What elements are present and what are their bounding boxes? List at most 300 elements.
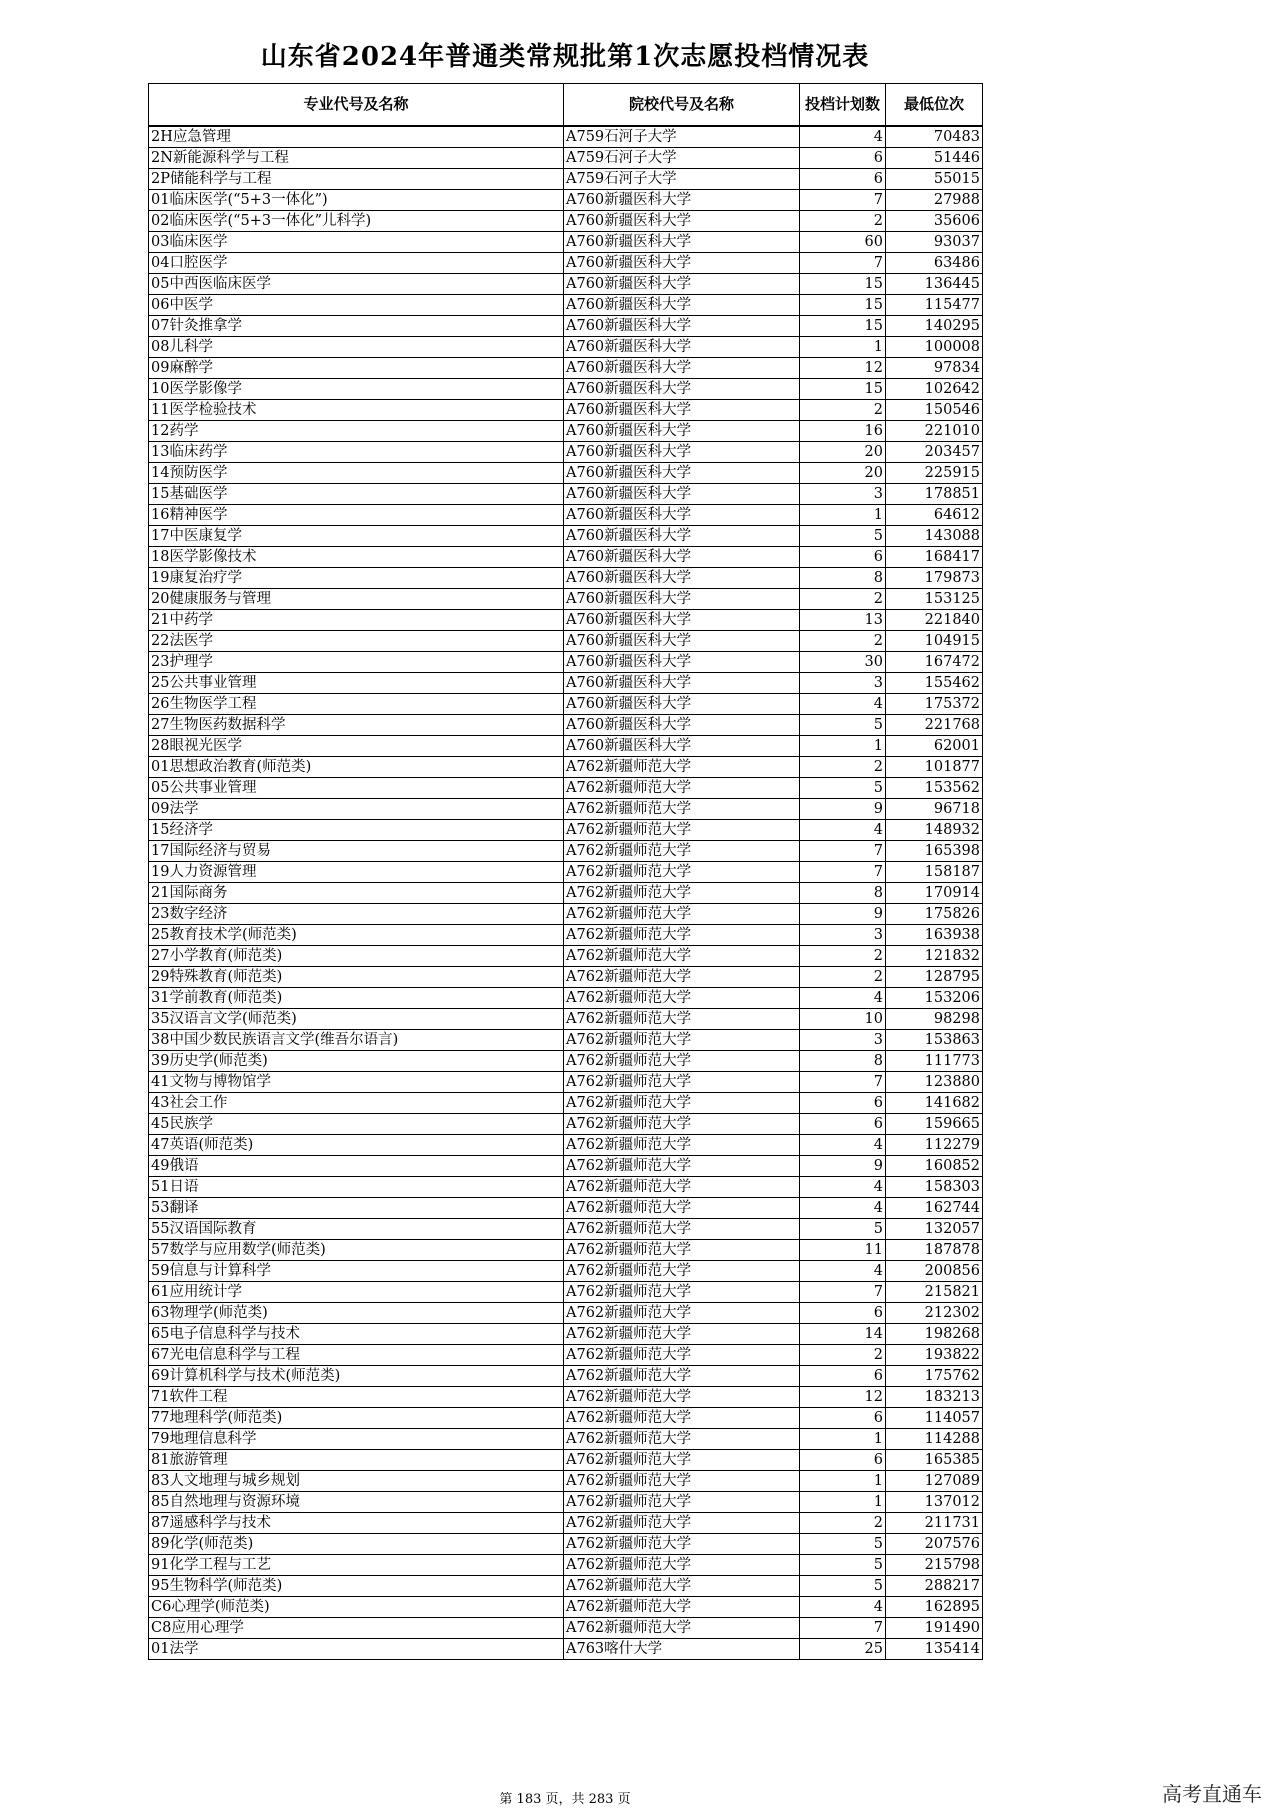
cell-min-rank: 165398 [886, 841, 983, 862]
cell-major: 21中药学 [149, 610, 564, 631]
cell-major: 25教育技术学(师范类) [149, 925, 564, 946]
cell-major: 10医学影像学 [149, 379, 564, 400]
cell-plan: 5 [800, 778, 886, 799]
cell-major: 35汉语言文学(师范类) [149, 1009, 564, 1030]
cell-plan: 2 [800, 946, 886, 967]
cell-major: 45民族学 [149, 1114, 564, 1135]
cell-school: A760新疆医科大学 [564, 736, 800, 757]
cell-min-rank: 187878 [886, 1240, 983, 1261]
cell-min-rank: 288217 [886, 1576, 983, 1597]
cell-plan: 7 [800, 1282, 886, 1303]
cell-major: 12药学 [149, 421, 564, 442]
cell-major: 09麻醉学 [149, 358, 564, 379]
table-row [149, 1114, 983, 1135]
cell-plan: 13 [800, 610, 886, 631]
cell-min-rank: 215798 [886, 1555, 983, 1576]
cell-major: 87遥感科学与技术 [149, 1513, 564, 1534]
cell-major: 02临床医学(“5+3一体化”儿科学) [149, 211, 564, 232]
cell-school: A762新疆师范大学 [564, 778, 800, 799]
cell-min-rank: 27988 [886, 190, 983, 211]
cell-plan: 6 [800, 1093, 886, 1114]
cell-min-rank: 211731 [886, 1513, 983, 1534]
cell-min-rank: 225915 [886, 463, 983, 484]
cell-major: 11医学检验技术 [149, 400, 564, 421]
table-row [149, 1324, 983, 1345]
cell-major: 01法学 [149, 1639, 564, 1660]
cell-min-rank: 153125 [886, 589, 983, 610]
table-row [149, 316, 983, 337]
cell-plan: 2 [800, 400, 886, 421]
cell-min-rank: 168417 [886, 547, 983, 568]
cell-min-rank: 221010 [886, 421, 983, 442]
table-row [149, 421, 983, 442]
cell-major: 47英语(师范类) [149, 1135, 564, 1156]
table-row [149, 526, 983, 547]
cell-major: 77地理科学(师范类) [149, 1408, 564, 1429]
table-row [149, 211, 983, 232]
table-body [149, 126, 983, 1660]
table-row [149, 1576, 983, 1597]
cell-major: 39历史学(师范类) [149, 1051, 564, 1072]
table-row [149, 1261, 983, 1282]
table-row [149, 1135, 983, 1156]
table-row [149, 988, 983, 1009]
cell-min-rank: 178851 [886, 484, 983, 505]
cell-school: A762新疆师范大学 [564, 1492, 800, 1513]
table-row [149, 1534, 983, 1555]
cell-plan: 3 [800, 673, 886, 694]
cell-school: A762新疆师范大学 [564, 1072, 800, 1093]
cell-plan: 30 [800, 652, 886, 673]
cell-plan: 9 [800, 904, 886, 925]
table-row [149, 841, 983, 862]
watermark-text: 高考直通车 [1162, 1782, 1262, 1806]
cell-school: A762新疆师范大学 [564, 1051, 800, 1072]
table-row [149, 358, 983, 379]
cell-min-rank: 167472 [886, 652, 983, 673]
cell-min-rank: 203457 [886, 442, 983, 463]
table-row [149, 1450, 983, 1471]
table-row [149, 925, 983, 946]
cell-plan: 8 [800, 1051, 886, 1072]
cell-plan: 15 [800, 274, 886, 295]
cell-min-rank: 55015 [886, 169, 983, 190]
cell-min-rank: 132057 [886, 1219, 983, 1240]
cell-plan: 15 [800, 379, 886, 400]
cell-school: A762新疆师范大学 [564, 1513, 800, 1534]
cell-min-rank: 35606 [886, 211, 983, 232]
cell-major: 04口腔医学 [149, 253, 564, 274]
cell-school: A760新疆医科大学 [564, 316, 800, 337]
cell-min-rank: 175372 [886, 694, 983, 715]
cell-school: A762新疆师范大学 [564, 862, 800, 883]
cell-school: A759石河子大学 [564, 148, 800, 169]
cell-min-rank: 175762 [886, 1366, 983, 1387]
table-row [149, 610, 983, 631]
table-row [149, 295, 983, 316]
cell-school: A762新疆师范大学 [564, 967, 800, 988]
cell-major: 03临床医学 [149, 232, 564, 253]
cell-plan: 8 [800, 568, 886, 589]
cell-min-rank: 114288 [886, 1429, 983, 1450]
cell-min-rank: 136445 [886, 274, 983, 295]
cell-school: A762新疆师范大学 [564, 1618, 800, 1639]
cell-major: 19人力资源管理 [149, 862, 564, 883]
cell-min-rank: 221768 [886, 715, 983, 736]
cell-school: A762新疆师范大学 [564, 1156, 800, 1177]
cell-school: A762新疆师范大学 [564, 1345, 800, 1366]
table-row [149, 1009, 983, 1030]
cell-min-rank: 162744 [886, 1198, 983, 1219]
cell-school: A762新疆师范大学 [564, 1303, 800, 1324]
table-row [149, 148, 983, 169]
cell-plan: 3 [800, 1030, 886, 1051]
cell-min-rank: 158303 [886, 1177, 983, 1198]
table-row [149, 946, 983, 967]
table-row [149, 694, 983, 715]
table-row [149, 126, 983, 148]
cell-min-rank: 112279 [886, 1135, 983, 1156]
table-row [149, 505, 983, 526]
table-row [149, 1387, 983, 1408]
cell-plan: 2 [800, 589, 886, 610]
cell-plan: 5 [800, 1555, 886, 1576]
cell-plan: 2 [800, 1513, 886, 1534]
cell-school: A760新疆医科大学 [564, 568, 800, 589]
cell-major: 21国际商务 [149, 883, 564, 904]
cell-min-rank: 51446 [886, 148, 983, 169]
cell-min-rank: 163938 [886, 925, 983, 946]
cell-school: A760新疆医科大学 [564, 547, 800, 568]
cell-plan: 5 [800, 715, 886, 736]
cell-major: 63物理学(师范类) [149, 1303, 564, 1324]
cell-major: 49俄语 [149, 1156, 564, 1177]
cell-plan: 4 [800, 1261, 886, 1282]
cell-school: A762新疆师范大学 [564, 1597, 800, 1618]
cell-min-rank: 153206 [886, 988, 983, 1009]
cell-plan: 7 [800, 253, 886, 274]
table-row [149, 547, 983, 568]
table-row [149, 736, 983, 757]
cell-major: 13临床药学 [149, 442, 564, 463]
cell-plan: 6 [800, 1114, 886, 1135]
cell-major: 91化学工程与工艺 [149, 1555, 564, 1576]
cell-major: 81旅游管理 [149, 1450, 564, 1471]
cell-major: 20健康服务与管理 [149, 589, 564, 610]
cell-school: A760新疆医科大学 [564, 463, 800, 484]
cell-major: 41文物与博物馆学 [149, 1072, 564, 1093]
cell-plan: 20 [800, 463, 886, 484]
cell-school: A762新疆师范大学 [564, 1219, 800, 1240]
cell-major: 79地理信息科学 [149, 1429, 564, 1450]
cell-plan: 15 [800, 295, 886, 316]
cell-school: A762新疆师范大学 [564, 820, 800, 841]
cell-school: A760新疆医科大学 [564, 505, 800, 526]
table-row [149, 253, 983, 274]
cell-plan: 1 [800, 1492, 886, 1513]
cell-school: A762新疆师范大学 [564, 1366, 800, 1387]
cell-plan: 10 [800, 1009, 886, 1030]
cell-min-rank: 193822 [886, 1345, 983, 1366]
cell-plan: 1 [800, 505, 886, 526]
cell-major: 09法学 [149, 799, 564, 820]
table-row [149, 673, 983, 694]
table-row [149, 1177, 983, 1198]
cell-school: A760新疆医科大学 [564, 610, 800, 631]
cell-plan: 11 [800, 1240, 886, 1261]
cell-school: A760新疆医科大学 [564, 211, 800, 232]
cell-school: A760新疆医科大学 [564, 421, 800, 442]
cell-plan: 1 [800, 1429, 886, 1450]
cell-min-rank: 111773 [886, 1051, 983, 1072]
cell-min-rank: 191490 [886, 1618, 983, 1639]
cell-major: 28眼视光医学 [149, 736, 564, 757]
cell-school: A762新疆师范大学 [564, 1471, 800, 1492]
table-row [149, 904, 983, 925]
table-row [149, 757, 983, 778]
cell-major: 15基础医学 [149, 484, 564, 505]
cell-school: A762新疆师范大学 [564, 1324, 800, 1345]
cell-min-rank: 135414 [886, 1639, 983, 1660]
cell-school: A760新疆医科大学 [564, 442, 800, 463]
cell-school: A762新疆师范大学 [564, 1429, 800, 1450]
cell-major: 2N新能源科学与工程 [149, 148, 564, 169]
cell-min-rank: 162895 [886, 1597, 983, 1618]
cell-plan: 2 [800, 1345, 886, 1366]
cell-school: A760新疆医科大学 [564, 589, 800, 610]
cell-plan: 6 [800, 1303, 886, 1324]
cell-plan: 4 [800, 694, 886, 715]
cell-major: C8应用心理学 [149, 1618, 564, 1639]
cell-major: 23数字经济 [149, 904, 564, 925]
cell-plan: 5 [800, 1576, 886, 1597]
table-row [149, 1240, 983, 1261]
cell-min-rank: 115477 [886, 295, 983, 316]
cell-school: A762新疆师范大学 [564, 1198, 800, 1219]
cell-plan: 6 [800, 1450, 886, 1471]
table-row [149, 169, 983, 190]
table-row [149, 799, 983, 820]
table-row [149, 400, 983, 421]
cell-major: 2H应急管理 [149, 126, 564, 148]
cell-min-rank: 64612 [886, 505, 983, 526]
cell-school: A762新疆师范大学 [564, 757, 800, 778]
table-row [149, 1366, 983, 1387]
cell-major: 71软件工程 [149, 1387, 564, 1408]
cell-plan: 25 [800, 1639, 886, 1660]
cell-plan: 6 [800, 1408, 886, 1429]
cell-min-rank: 97834 [886, 358, 983, 379]
cell-school: A759石河子大学 [564, 169, 800, 190]
cell-major: 14预防医学 [149, 463, 564, 484]
header-min-rank: 最低位次 [886, 84, 983, 127]
cell-plan: 12 [800, 1387, 886, 1408]
table-row [149, 631, 983, 652]
table-row [149, 463, 983, 484]
table-row [149, 1639, 983, 1660]
cell-min-rank: 207576 [886, 1534, 983, 1555]
table-row [149, 1597, 983, 1618]
cell-min-rank: 141682 [886, 1093, 983, 1114]
cell-min-rank: 137012 [886, 1492, 983, 1513]
cell-major: 95生物科学(师范类) [149, 1576, 564, 1597]
table-row [149, 379, 983, 400]
cell-school: A760新疆医科大学 [564, 358, 800, 379]
cell-min-rank: 150546 [886, 400, 983, 421]
cell-major: 01思想政治教育(师范类) [149, 757, 564, 778]
cell-plan: 6 [800, 169, 886, 190]
cell-plan: 7 [800, 1072, 886, 1093]
cell-min-rank: 140295 [886, 316, 983, 337]
cell-min-rank: 96718 [886, 799, 983, 820]
table-row [149, 1051, 983, 1072]
cell-major: 69计算机科学与技术(师范类) [149, 1366, 564, 1387]
cell-major: 2P储能科学与工程 [149, 169, 564, 190]
cell-min-rank: 93037 [886, 232, 983, 253]
table-row [149, 337, 983, 358]
cell-school: A760新疆医科大学 [564, 379, 800, 400]
table-row [149, 652, 983, 673]
table-row [149, 1513, 983, 1534]
cell-major: 01临床医学(“5+3一体化”) [149, 190, 564, 211]
cell-school: A762新疆师范大学 [564, 946, 800, 967]
cell-min-rank: 212302 [886, 1303, 983, 1324]
cell-plan: 20 [800, 442, 886, 463]
table-row [149, 1408, 983, 1429]
cell-major: 29特殊教育(师范类) [149, 967, 564, 988]
cell-plan: 16 [800, 421, 886, 442]
cell-plan: 3 [800, 925, 886, 946]
cell-min-rank: 198268 [886, 1324, 983, 1345]
table-row [149, 484, 983, 505]
cell-school: A762新疆师范大学 [564, 1009, 800, 1030]
cell-school: A762新疆师范大学 [564, 1534, 800, 1555]
cell-school: A762新疆师范大学 [564, 799, 800, 820]
cell-min-rank: 63486 [886, 253, 983, 274]
page-title: 山东省2024年普通类常规批第1次志愿投档情况表 [260, 42, 870, 72]
cell-school: A762新疆师范大学 [564, 841, 800, 862]
cell-min-rank: 221840 [886, 610, 983, 631]
cell-major: 25公共事业管理 [149, 673, 564, 694]
table-row [149, 1555, 983, 1576]
cell-school: A762新疆师范大学 [564, 1555, 800, 1576]
cell-school: A760新疆医科大学 [564, 253, 800, 274]
cell-min-rank: 102642 [886, 379, 983, 400]
table-row [149, 1198, 983, 1219]
cell-school: A760新疆医科大学 [564, 295, 800, 316]
cell-plan: 12 [800, 358, 886, 379]
page-footer: 第 183 页，共 283 页 [499, 1792, 631, 1807]
cell-major: 65电子信息科学与技术 [149, 1324, 564, 1345]
cell-school: A760新疆医科大学 [564, 400, 800, 421]
cell-major: 08儿科学 [149, 337, 564, 358]
table-row [149, 1471, 983, 1492]
cell-min-rank: 158187 [886, 862, 983, 883]
cell-plan: 6 [800, 148, 886, 169]
cell-school: A762新疆师范大学 [564, 925, 800, 946]
cell-school: A760新疆医科大学 [564, 673, 800, 694]
cell-min-rank: 100008 [886, 337, 983, 358]
table-row [149, 1219, 983, 1240]
cell-major: 38中国少数民族语言文学(维吾尔语言) [149, 1030, 564, 1051]
cell-school: A762新疆师范大学 [564, 1408, 800, 1429]
cell-major: 67光电信息科学与工程 [149, 1345, 564, 1366]
cell-min-rank: 128795 [886, 967, 983, 988]
cell-major: 31学前教育(师范类) [149, 988, 564, 1009]
cell-major: 27生物医药数据科学 [149, 715, 564, 736]
cell-plan: 4 [800, 1198, 886, 1219]
cell-school: A762新疆师范大学 [564, 1576, 800, 1597]
cell-plan: 2 [800, 631, 886, 652]
cell-school: A760新疆医科大学 [564, 274, 800, 295]
cell-plan: 9 [800, 799, 886, 820]
cell-major: 55汉语国际教育 [149, 1219, 564, 1240]
cell-school: A762新疆师范大学 [564, 1177, 800, 1198]
cell-major: 17中医康复学 [149, 526, 564, 547]
cell-school: A762新疆师范大学 [564, 1450, 800, 1471]
cell-major: 61应用统计学 [149, 1282, 564, 1303]
cell-plan: 9 [800, 1156, 886, 1177]
cell-min-rank: 70483 [886, 126, 983, 148]
cell-school: A760新疆医科大学 [564, 484, 800, 505]
cell-min-rank: 155462 [886, 673, 983, 694]
cell-major: 05公共事业管理 [149, 778, 564, 799]
cell-school: A762新疆师范大学 [564, 1261, 800, 1282]
cell-school: A762新疆师范大学 [564, 904, 800, 925]
cell-min-rank: 159665 [886, 1114, 983, 1135]
cell-min-rank: 123880 [886, 1072, 983, 1093]
table-row [149, 778, 983, 799]
cell-plan: 2 [800, 211, 886, 232]
table-row [149, 820, 983, 841]
cell-major: 27小学教育(师范类) [149, 946, 564, 967]
cell-plan: 8 [800, 883, 886, 904]
cell-min-rank: 183213 [886, 1387, 983, 1408]
cell-min-rank: 143088 [886, 526, 983, 547]
cell-plan: 1 [800, 736, 886, 757]
cell-min-rank: 148932 [886, 820, 983, 841]
cell-school: A760新疆医科大学 [564, 694, 800, 715]
cell-plan: 60 [800, 232, 886, 253]
table-row [149, 1282, 983, 1303]
cell-major: 18医学影像技术 [149, 547, 564, 568]
cell-major: C6心理学(师范类) [149, 1597, 564, 1618]
table-row [149, 862, 983, 883]
cell-school: A762新疆师范大学 [564, 1135, 800, 1156]
cell-major: 22法医学 [149, 631, 564, 652]
cell-major: 19康复治疗学 [149, 568, 564, 589]
header-plan: 投档计划数 [800, 84, 886, 127]
table-row [149, 1429, 983, 1450]
table-row [149, 1303, 983, 1324]
cell-plan: 2 [800, 757, 886, 778]
cell-major: 85自然地理与资源环境 [149, 1492, 564, 1513]
cell-plan: 1 [800, 1471, 886, 1492]
cell-school: A760新疆医科大学 [564, 526, 800, 547]
cell-plan: 14 [800, 1324, 886, 1345]
cell-major: 17国际经济与贸易 [149, 841, 564, 862]
table-row [149, 1072, 983, 1093]
cell-major: 26生物医学工程 [149, 694, 564, 715]
cell-major: 05中西医临床医学 [149, 274, 564, 295]
cell-major: 83人文地理与城乡规划 [149, 1471, 564, 1492]
cell-school: A762新疆师范大学 [564, 1387, 800, 1408]
cell-min-rank: 121832 [886, 946, 983, 967]
cell-plan: 7 [800, 190, 886, 211]
table-row [149, 1030, 983, 1051]
cell-min-rank: 215821 [886, 1282, 983, 1303]
cell-major: 07针灸推拿学 [149, 316, 564, 337]
